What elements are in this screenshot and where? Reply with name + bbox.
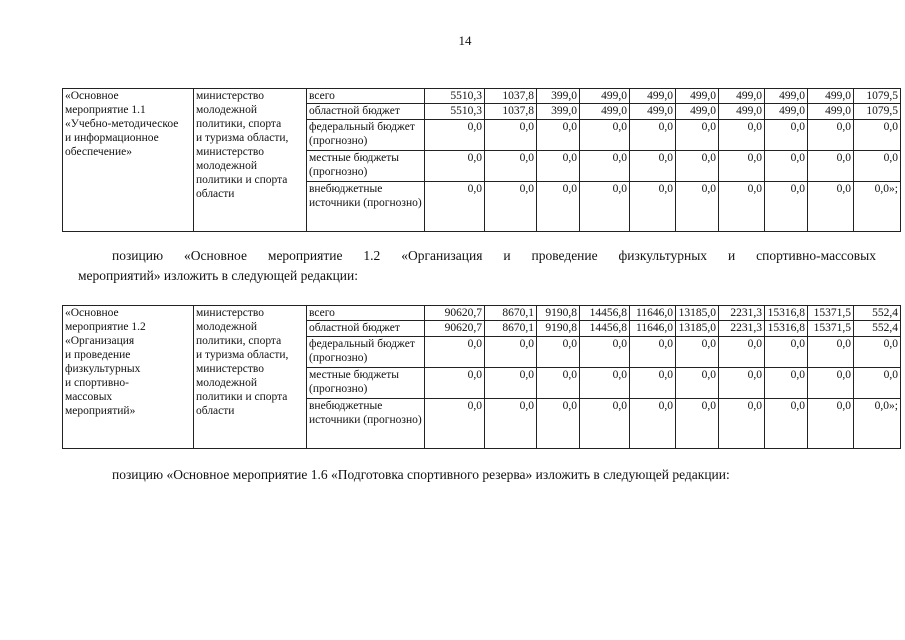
amount-cell: 0,0 [808, 182, 854, 232]
amount-cell: 0,0 [537, 368, 580, 399]
amount-cell: 0,0 [485, 368, 537, 399]
amount-cell: 0,0 [630, 368, 676, 399]
paragraph-1-line-1: позицию «Основное мероприятие 1.2 «Организация и проведение физкультурных и спортивно-массовых [112, 248, 876, 263]
amount-cell: 0,0 [537, 151, 580, 182]
amount-cell: 0,0 [425, 368, 485, 399]
amount-cell: 0,0 [425, 337, 485, 368]
amount-cell: 0,0 [580, 368, 630, 399]
amount-cell: 0,0 [485, 182, 537, 232]
funding-source-cell: внебюджетные источники (прогнозно) [307, 182, 425, 232]
amount-cell: 14456,8 [580, 321, 630, 337]
amount-cell: 1037,8 [485, 89, 537, 104]
funding-source-cell: местные бюджеты (прогнозно) [307, 151, 425, 182]
amount-cell: 399,0 [537, 89, 580, 104]
paragraph-1-line-2: мероприятий» изложить в следующей редакции: [78, 268, 358, 283]
amount-cell: 0,0 [537, 120, 580, 151]
budget-table-1-1 [62, 88, 901, 232]
amount-cell: 0,0 [808, 368, 854, 399]
amount-cell: 0,0 [425, 151, 485, 182]
amount-cell: 0,0 [425, 399, 485, 449]
funding-source-cell: внебюджетные источники (прогнозно) [307, 399, 425, 449]
amount-cell: 0,0 [676, 368, 719, 399]
amount-cell: 499,0 [719, 89, 765, 104]
amount-cell: 11646,0 [630, 306, 676, 321]
amount-cell: 15371,5 [808, 321, 854, 337]
funding-source-cell: федеральный бюджет (прогнозно) [307, 337, 425, 368]
executor-cell: министерство молодежной политики, спорта и туризма области, министерство молодежной политики и спорта области [194, 306, 307, 449]
amount-cell: 0,0 [719, 120, 765, 151]
amount-cell: 13185,0 [676, 321, 719, 337]
funding-source-cell: областной бюджет [307, 104, 425, 120]
amount-cell: 0,0 [676, 337, 719, 368]
funding-source-cell: федеральный бюджет (прогнозно) [307, 120, 425, 151]
amount-cell: 0,0 [854, 337, 901, 368]
amount-cell: 0,0 [580, 337, 630, 368]
amount-cell: 0,0 [765, 399, 808, 449]
page-number: 14 [458, 33, 472, 48]
amount-cell: 0,0 [676, 151, 719, 182]
amount-cell: 15316,8 [765, 321, 808, 337]
amount-cell: 1079,5 [854, 104, 901, 120]
amount-cell: 0,0 [630, 151, 676, 182]
amount-cell: 499,0 [580, 89, 630, 104]
amount-cell: 499,0 [808, 89, 854, 104]
amount-cell: 0,0»; [854, 399, 901, 449]
amount-cell: 399,0 [537, 104, 580, 120]
amount-cell: 0,0 [719, 399, 765, 449]
activity-name-cell: «Основное мероприятие 1.2 «Организация и проведение физкультурных и спортивно- массовых мероприятий» [63, 306, 194, 449]
amount-cell: 0,0 [580, 399, 630, 449]
amount-cell: 0,0 [485, 151, 537, 182]
amount-cell: 0,0 [765, 368, 808, 399]
amount-cell: 0,0 [425, 120, 485, 151]
amount-cell: 0,0 [854, 368, 901, 399]
amount-cell: 499,0 [676, 89, 719, 104]
amount-cell: 15316,8 [765, 306, 808, 321]
amount-cell: 499,0 [676, 104, 719, 120]
amount-cell: 0,0 [580, 151, 630, 182]
table-row [63, 306, 901, 321]
amount-cell: 8670,1 [485, 306, 537, 321]
amount-cell: 0,0 [854, 151, 901, 182]
amount-cell: 0,0 [854, 120, 901, 151]
amount-cell: 0,0 [719, 151, 765, 182]
amount-cell: 499,0 [719, 104, 765, 120]
amount-cell: 0,0 [719, 337, 765, 368]
amount-cell: 0,0 [719, 182, 765, 232]
amount-cell: 0,0 [719, 368, 765, 399]
amount-cell: 0,0 [580, 120, 630, 151]
amount-cell: 14456,8 [580, 306, 630, 321]
amount-cell: 0,0 [808, 151, 854, 182]
amount-cell: 90620,7 [425, 321, 485, 337]
amount-cell: 0,0 [537, 182, 580, 232]
amount-cell: 5510,3 [425, 104, 485, 120]
amount-cell: 8670,1 [485, 321, 537, 337]
amount-cell: 0,0 [485, 399, 537, 449]
amount-cell: 552,4 [854, 321, 901, 337]
amount-cell: 552,4 [854, 306, 901, 321]
amount-cell: 0,0 [485, 337, 537, 368]
amount-cell: 13185,0 [676, 306, 719, 321]
amount-cell: 0,0 [765, 120, 808, 151]
amount-cell: 0,0 [765, 337, 808, 368]
amount-cell: 0,0 [630, 182, 676, 232]
funding-source-cell: областной бюджет [307, 321, 425, 337]
amount-cell: 9190,8 [537, 306, 580, 321]
amount-cell: 499,0 [765, 89, 808, 104]
amount-cell: 2231,3 [719, 321, 765, 337]
amount-cell: 0,0 [808, 399, 854, 449]
funding-source-cell: всего [307, 306, 425, 321]
amount-cell: 11646,0 [630, 321, 676, 337]
amount-cell: 499,0 [808, 104, 854, 120]
budget-table-1-2 [62, 305, 901, 449]
amount-cell: 0,0 [765, 151, 808, 182]
amount-cell: 0,0 [676, 182, 719, 232]
amount-cell: 90620,7 [425, 306, 485, 321]
amount-cell: 0,0 [630, 120, 676, 151]
funding-source-cell: местные бюджеты (прогнозно) [307, 368, 425, 399]
amount-cell: 0,0 [630, 337, 676, 368]
amount-cell: 499,0 [630, 104, 676, 120]
amount-cell: 0,0 [765, 182, 808, 232]
amount-cell: 1079,5 [854, 89, 901, 104]
amount-cell: 0,0 [630, 399, 676, 449]
amount-cell: 5510,3 [425, 89, 485, 104]
amount-cell: 0,0»; [854, 182, 901, 232]
amount-cell: 0,0 [485, 120, 537, 151]
amount-cell: 0,0 [537, 399, 580, 449]
amount-cell: 0,0 [808, 337, 854, 368]
executor-cell: министерство молодежной политики, спорта и туризма области, министерство молодежной политики и спорта области [194, 89, 307, 232]
amount-cell: 0,0 [580, 182, 630, 232]
amount-cell: 9190,8 [537, 321, 580, 337]
amount-cell: 1037,8 [485, 104, 537, 120]
amount-cell: 2231,3 [719, 306, 765, 321]
amount-cell: 0,0 [537, 337, 580, 368]
table-row [63, 89, 901, 104]
amount-cell: 499,0 [580, 104, 630, 120]
amount-cell: 0,0 [676, 120, 719, 151]
amount-cell: 0,0 [676, 399, 719, 449]
amount-cell: 0,0 [425, 182, 485, 232]
amount-cell: 499,0 [630, 89, 676, 104]
activity-name-cell: «Основное мероприятие 1.1 «Учебно-методическое и информационное обеспечение» [63, 89, 194, 232]
funding-source-cell: всего [307, 89, 425, 104]
paragraph-2: позицию «Основное мероприятие 1.6 «Подготовка спортивного резерва» изложить в следующей редакции: [112, 467, 730, 482]
amount-cell: 15371,5 [808, 306, 854, 321]
amount-cell: 499,0 [765, 104, 808, 120]
amount-cell: 0,0 [808, 120, 854, 151]
